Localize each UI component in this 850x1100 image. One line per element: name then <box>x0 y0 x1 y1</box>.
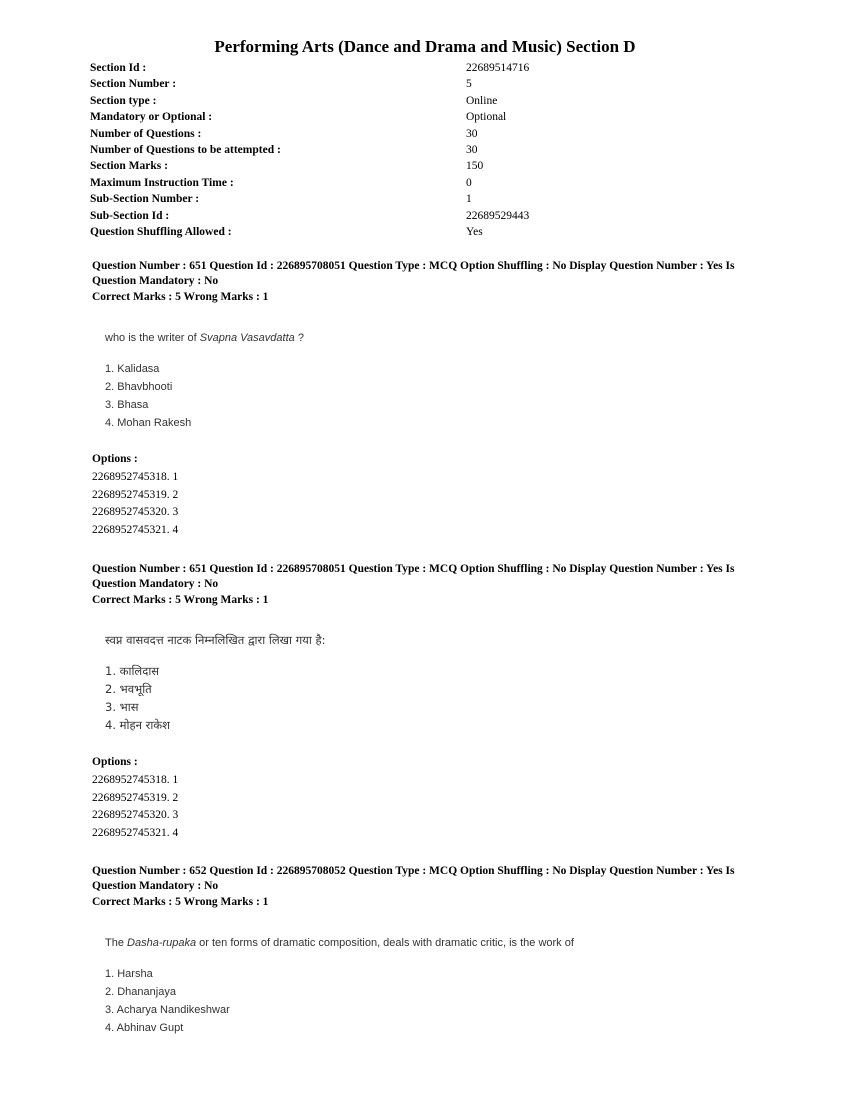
options-label: Options : <box>92 756 138 768</box>
section-info-row <box>90 60 690 76</box>
option-id: 2268952745318. 1 <box>92 471 179 483</box>
question-block <box>92 562 772 840</box>
info-label: Number of Questions : <box>90 127 202 140</box>
question-mandatory: Question Mandatory : No <box>92 880 219 892</box>
option-id: 2268952745320. 3 <box>92 506 179 519</box>
choice-item: 1. Harsha <box>105 968 153 980</box>
option-id: 2268952745319. 2 <box>92 791 179 804</box>
section-info-row <box>90 93 690 109</box>
info-value: 5 <box>466 78 472 91</box>
question-header: Question Number : 652 Question Id : 226895708052 Question Type : MCQ Option Shuffling : No Display Question Number : Yes Is <box>92 865 735 877</box>
option-id: 2268952745321. 4 <box>92 524 179 537</box>
choice-item: 2. Dhananjaya <box>105 986 176 998</box>
question-block <box>92 864 772 1034</box>
choice-item: 1. कालिदास <box>105 664 160 678</box>
question-text <box>105 937 574 949</box>
question-text-prefix: स्वप्न वासवदत्त नाटक निम्नलिखित द्वारा लिखा गया है: <box>105 633 326 647</box>
section-info-row <box>90 175 690 191</box>
section-info-row <box>90 191 690 207</box>
question-header: Question Number : 651 Question Id : 226895708051 Question Type : MCQ Option Shuffling : No Display Question Number : Yes Is <box>92 563 735 575</box>
info-value: 1 <box>466 193 472 206</box>
option-id: 2268952745321. 4 <box>92 827 179 840</box>
section-info-row <box>90 224 690 240</box>
choice-item: 3. Acharya Nandikeshwar <box>105 1004 230 1016</box>
question-text <box>105 633 325 648</box>
section-info-table <box>90 60 690 240</box>
info-label: Section Number : <box>90 78 177 91</box>
question-text <box>105 332 304 344</box>
choice-item: 2. Bhavbhooti <box>105 381 173 393</box>
choice-item: 2. भवभूति <box>105 682 152 696</box>
question-marks: Correct Marks : 5 Wrong Marks : 1 <box>92 291 269 303</box>
choice-item: 4. मोहन राकेश <box>105 718 170 732</box>
choice-item: 4. Mohan Rakesh <box>105 417 192 429</box>
info-value: 30 <box>466 127 478 140</box>
info-label: Section type : <box>90 94 157 107</box>
question-text-prefix: who is the writer of <box>105 332 200 344</box>
info-label: Maximum Instruction Time : <box>90 176 234 189</box>
info-value: 22689514716 <box>466 62 530 74</box>
choice-item: 3. भास <box>105 700 139 714</box>
question-mandatory: Question Mandatory : No <box>92 578 219 590</box>
info-label: Sub-Section Number : <box>90 193 200 206</box>
info-value: 150 <box>466 160 484 173</box>
section-info-row <box>90 208 690 224</box>
question-header: Question Number : 651 Question Id : 226895708051 Question Type : MCQ Option Shuffling : No Display Question Number : Yes Is <box>92 260 735 272</box>
info-label: Section Marks : <box>90 160 168 173</box>
section-info-row <box>90 158 690 174</box>
section-info-row <box>90 142 690 158</box>
option-id: 2268952745320. 3 <box>92 809 179 822</box>
choice-item: 1. Kalidasa <box>105 363 160 375</box>
option-id: 2268952745318. 1 <box>92 774 179 786</box>
info-label: Sub-Section Id : <box>90 209 170 222</box>
options-list <box>92 469 178 540</box>
section-info-row <box>90 109 690 125</box>
question-marks: Correct Marks : 5 Wrong Marks : 1 <box>92 896 269 908</box>
info-value: 30 <box>466 143 478 156</box>
info-value: 22689529443 <box>466 209 530 222</box>
question-marks: Correct Marks : 5 Wrong Marks : 1 <box>92 594 269 606</box>
question-choices <box>105 965 230 1037</box>
info-value: Online <box>466 94 498 107</box>
section-info-row <box>90 126 690 142</box>
question-text-italic: Svapna Vasavdatta <box>199 332 295 344</box>
page-title: Performing Arts (Dance and Drama and Music) Section D <box>214 37 636 56</box>
question-text-prefix: The <box>105 937 128 949</box>
question-mandatory: Question Mandatory : No <box>92 275 219 287</box>
question-choices <box>105 662 170 734</box>
option-id: 2268952745319. 2 <box>92 488 179 501</box>
info-label: Number of Questions to be attempted : <box>90 143 281 156</box>
options-label: Options : <box>92 453 138 465</box>
info-label: Question Shuffling Allowed : <box>90 225 232 238</box>
question-block <box>92 259 772 537</box>
info-value: 0 <box>466 176 472 189</box>
question-text-suffix: ? <box>294 332 304 344</box>
question-choices <box>105 360 191 432</box>
info-value: Yes <box>466 225 483 238</box>
options-list <box>92 772 178 843</box>
question-text-suffix: or ten forms of dramatic composition, deals with dramatic critic, is the work of <box>196 937 574 949</box>
choice-item: 3. Bhasa <box>105 399 149 411</box>
info-label: Section Id : <box>90 62 147 74</box>
info-label: Mandatory or Optional : <box>90 111 213 124</box>
info-value: Optional <box>466 111 507 124</box>
choice-item: 4. Abhinav Gupt <box>105 1022 184 1034</box>
section-info-row <box>90 76 690 92</box>
question-text-italic: Dasha-rupaka <box>127 937 197 949</box>
